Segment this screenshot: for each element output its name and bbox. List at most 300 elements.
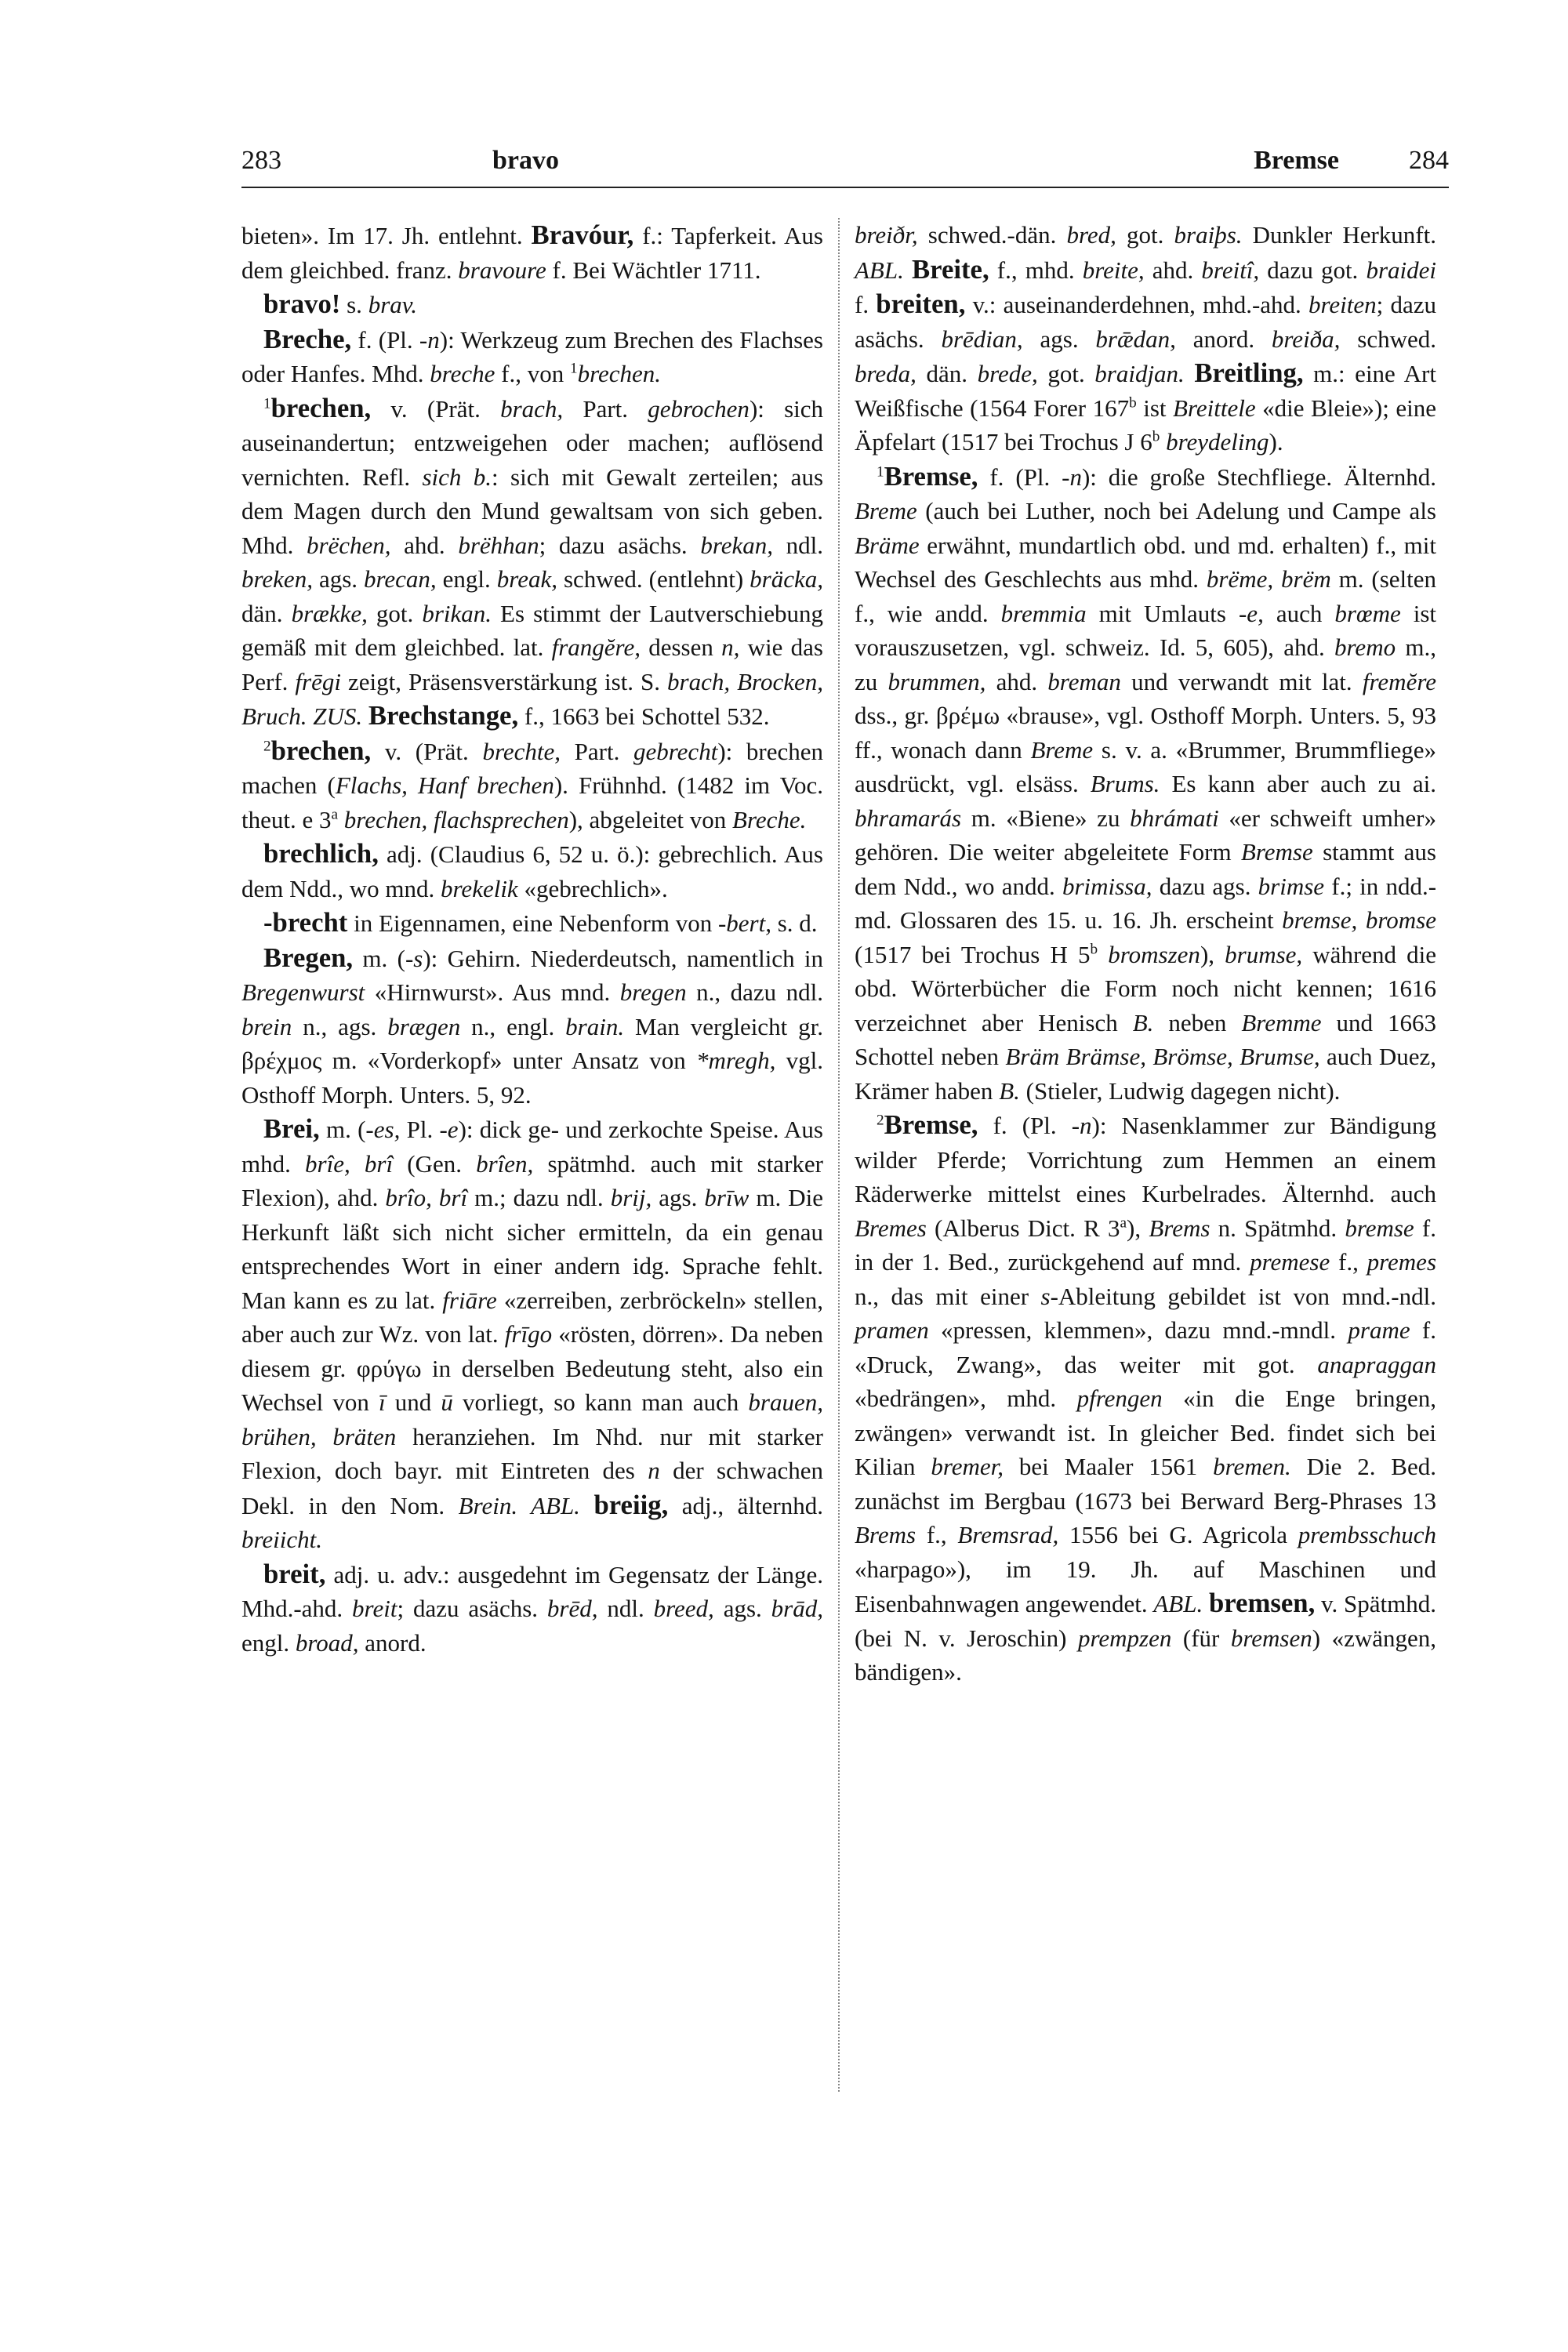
- italic-form: brœme: [1334, 599, 1401, 627]
- entry-text: Es stimmt der Lautverschiebung gemäß mit dem gleichbed. lat.: [241, 599, 823, 661]
- italic-form: bremen.: [1213, 1453, 1291, 1480]
- entry-text: und verwandt mit lat.: [1120, 667, 1363, 695]
- italic-form: brechen.: [577, 360, 662, 387]
- entry-text: got.: [1037, 360, 1095, 387]
- entry-text: [1203, 1590, 1209, 1617]
- entry-text: n., das mit einer: [855, 1282, 1041, 1310]
- italic-form: brēdian,: [941, 325, 1023, 353]
- entry-text: m.: eine Art Weißfische (1564 Forer 167: [855, 360, 1436, 422]
- left-running-headword: bravo: [492, 146, 559, 175]
- italic-form: braidei: [1366, 256, 1436, 284]
- italic-form: Bremes: [855, 1214, 927, 1242]
- entry-text: der schwachen Dekl. in den Nom.: [241, 1457, 824, 1519]
- entry-text: n., ags.: [292, 1012, 388, 1040]
- entry-text: f., von: [495, 360, 570, 387]
- italic-form: -e: [439, 1116, 459, 1143]
- italic-form: -es,: [365, 1116, 401, 1143]
- entry-text: Part.: [563, 394, 648, 423]
- entry-text: s.: [340, 291, 368, 318]
- entry-text: -Ableitung gebildet ist von mnd.-ndl.: [1050, 1282, 1436, 1310]
- entry-text: f., 1663 bei Schottel 532.: [518, 702, 770, 730]
- entry-text: mit Umlauts: [1086, 599, 1239, 627]
- headword: bremsen,: [1208, 1588, 1316, 1618]
- entry-text: f. in der 1. Bed., zurückgehend auf mnd.: [855, 1214, 1437, 1276]
- headword: Bregen,: [263, 942, 354, 973]
- italic-form: brikan.: [422, 599, 492, 627]
- entry-text: ndl.: [597, 1595, 654, 1622]
- italic-form: broad,: [295, 1628, 359, 1657]
- italic-form: prempzen: [1077, 1624, 1172, 1652]
- italic-form: gebrecht: [633, 737, 718, 765]
- entry-text: ) «zwängen, bändigen».: [855, 1624, 1436, 1686]
- italic-form: n: [648, 1457, 660, 1484]
- entry-text: v. (Prät.: [371, 394, 501, 423]
- entry-text: [338, 806, 344, 833]
- entry-text: bei Maaler 1561: [1004, 1453, 1214, 1480]
- entry-text: n., dazu ndl.: [686, 978, 823, 1006]
- italic-form: brîen,: [476, 1149, 534, 1178]
- entry-text: «in die Enge bringen, zwängen» verwandt ist. In gleicher Bed. findet sich bei Kilian: [855, 1385, 1436, 1480]
- italic-form: brīw: [704, 1184, 750, 1211]
- entry-text: «zerreiben, zerbröckeln» stellen, aber auch zur Wz. von lat.: [241, 1286, 823, 1348]
- headword: Brei,: [263, 1113, 320, 1144]
- headword: Breite,: [912, 253, 989, 285]
- headword: breiig,: [593, 1489, 669, 1520]
- entry-text: ahd.: [390, 531, 459, 559]
- entry-text: f. (Pl.: [978, 1112, 1072, 1139]
- entry-text: «Hirnwurst». Aus mnd.: [365, 978, 620, 1006]
- entry-text: (Alberus Dict. R 3: [926, 1214, 1120, 1242]
- italic-form: gebrochen: [648, 394, 750, 423]
- entry-text: heranziehen. Im Nhd. nur mit starker Flexion, doch bayr. mit Eintreten des: [241, 1422, 824, 1484]
- italic-form: brach, Brocken, Bruch. ZUS.: [241, 667, 823, 730]
- italic-form: brekan,: [700, 531, 773, 559]
- italic-form: brach,: [500, 394, 564, 423]
- headword: Bremse,: [884, 460, 978, 492]
- entry-text: ), abgeleitet von: [568, 805, 733, 833]
- entry-text: «er schweift umher» gehören. Die weiter abgeleitete Form: [855, 804, 1436, 866]
- italic-form: brauen, brühen, bräten: [241, 1388, 823, 1450]
- entry-text: adj. (Claudius 6, 52 u. ö.): gebrechlich. Aus dem Ndd., wo mnd.: [241, 840, 823, 902]
- italic-form: Brein. ABL.: [458, 1491, 580, 1519]
- italic-form: breite,: [1082, 256, 1145, 284]
- entry-text: [362, 702, 368, 730]
- italic-form: bremmia: [1000, 599, 1087, 627]
- entry-text: m., zu: [855, 633, 1436, 695]
- entry-text: f. (Pl.: [351, 325, 419, 354]
- entry-text: [1185, 360, 1195, 387]
- entry-text: Pl.: [400, 1116, 440, 1143]
- entry-text: ahd.: [1144, 256, 1202, 284]
- entry-text: ; dazu asächs.: [855, 291, 1436, 353]
- entry-text: bieten». Im 17. Jh. entlehnt.: [241, 222, 532, 249]
- entry-text: ): sich auseinandertun; entzweigehen oder machen; auflösend vernichten. Refl.: [241, 394, 824, 491]
- italic-form: breche: [430, 360, 495, 387]
- italic-form: breiða,: [1271, 325, 1341, 353]
- entry-text: ),: [1200, 940, 1225, 968]
- entry-text: m. (selten f., wie andd.: [855, 565, 1436, 627]
- entry-text: «harpago»), im 19. Jh. auf Maschinen und Eisenbahnwagen angewendet.: [855, 1555, 1436, 1617]
- entry-text: auch: [1263, 599, 1335, 627]
- italic-form: Bregenwurst: [241, 978, 365, 1006]
- superscript: b: [1129, 394, 1137, 412]
- entry-text: Man vergleicht gr. βρέχμος m. «Vorderkopf» unter Ansatz von: [241, 1012, 823, 1074]
- entry-text: neben: [1153, 1008, 1242, 1036]
- entry-text: v. Spätmhd. (bei N. v. Jeroschin): [855, 1590, 1437, 1652]
- italic-form: Bräme: [855, 531, 920, 559]
- entry-text: got.: [367, 599, 423, 627]
- italic-form: Bremse: [1240, 838, 1313, 866]
- entry-text: «pressen, klemmen», dazu mnd.-mndl.: [928, 1316, 1348, 1344]
- entry-text: [1273, 565, 1281, 593]
- italic-form: anapraggan: [1317, 1350, 1436, 1378]
- italic-form: brede,: [977, 360, 1038, 387]
- italic-form: premese: [1250, 1248, 1330, 1276]
- entry-text: ist vorauszusetzen, vgl. schweiz. Id. 5, 605), ahd.: [855, 599, 1436, 661]
- entry-text: (Gen.: [393, 1149, 477, 1178]
- headword: brechen,: [270, 392, 372, 423]
- entry-text: f.; in ndd.-md. Glossaren des 15. u. 16. Jh. erscheint: [855, 872, 1437, 934]
- italic-form: brumse,: [1225, 940, 1303, 968]
- entry-text: auch Duez, Krämer haben: [855, 1043, 1436, 1105]
- entry-text: dazu got.: [1259, 256, 1367, 284]
- entry-text: m.; dazu ndl.: [467, 1184, 611, 1211]
- entry-text: [904, 256, 912, 284]
- italic-form: brîo, brî: [385, 1184, 468, 1211]
- italic-form: brain.: [565, 1012, 625, 1040]
- italic-form: breken,: [241, 565, 313, 593]
- entry-text: adj. u. adv.: ausgedehnt im Gegensatz der Länge. Mhd.-ahd.: [241, 1560, 823, 1622]
- entry-text: in Eigennamen, eine Nebenform von: [347, 909, 718, 937]
- entry-text: ).: [1269, 428, 1283, 456]
- entry-text: schwed.-dän.: [917, 221, 1067, 249]
- italic-form: bremse, bromse: [1282, 906, 1436, 934]
- italic-form: -bert,: [717, 909, 771, 937]
- headword: Bravóur,: [531, 220, 634, 250]
- headword: bravo!: [263, 289, 341, 319]
- headword: Breitling,: [1194, 358, 1304, 388]
- entry-text: spätmhd. auch mit starker Flexion), ahd.: [241, 1149, 823, 1211]
- entry-text: «rösten, dörren». Da neben diesem gr. φρύγω in derselben Bedeutung steht, also ein Wechsel von: [241, 1320, 823, 1416]
- italic-form: breman: [1047, 667, 1121, 695]
- entry-text: und: [385, 1388, 441, 1416]
- italic-form: braiþs.: [1174, 221, 1243, 249]
- italic-form: brëhhan: [458, 531, 539, 559]
- entry-text: n., engl.: [460, 1012, 566, 1040]
- italic-form: breitî,: [1201, 256, 1260, 284]
- italic-form: brād,: [771, 1595, 823, 1622]
- italic-form: break,: [496, 565, 557, 593]
- entry-text: Part.: [561, 737, 633, 765]
- italic-form: n,: [721, 633, 740, 661]
- italic-form: bravoure: [458, 256, 546, 284]
- superscript: a: [331, 806, 339, 823]
- italic-form: B.: [1132, 1008, 1154, 1036]
- entry-text: stammt aus dem Ndd., wo andd.: [855, 838, 1436, 900]
- italic-form: brij,: [610, 1184, 652, 1211]
- entry-text: [580, 1492, 594, 1519]
- entry-text: (für: [1171, 1624, 1231, 1652]
- right-page-number: 284: [1409, 146, 1449, 175]
- italic-form: brëm: [1281, 565, 1331, 593]
- entry-text: f.: Tapferkeit. Aus dem gleichbed. franz.: [241, 222, 823, 284]
- entry-text: «gebrechlich».: [517, 874, 668, 902]
- dictionary-entry: [855, 459, 1436, 1109]
- dictionary-entry: [241, 391, 823, 734]
- left-page-number: 283: [241, 146, 281, 175]
- italic-form: breiten: [1308, 291, 1377, 318]
- italic-form: Bremsrad,: [957, 1521, 1059, 1548]
- italic-form: Bremme: [1241, 1008, 1322, 1036]
- entry-text: f. «Druck, Zwang», das weiter mit got.: [855, 1316, 1436, 1378]
- entry-text: engl.: [436, 565, 497, 593]
- dictionary-entry: [855, 1108, 1436, 1690]
- entry-text: «bedrängen», mhd.: [855, 1385, 1077, 1412]
- italic-form: bred,: [1066, 221, 1116, 249]
- entry-text: f.: [855, 291, 877, 318]
- entry-text: m. Die Herkunft läßt sich nicht sicher ermitteln, da ein genau entsprechendes Wort in einer andern idg. Sprache fehlt. Man kann es zu lat.: [241, 1184, 824, 1314]
- superscript: 1: [569, 360, 578, 377]
- entry-text: adj., älternhd.: [668, 1491, 823, 1519]
- italic-form: -n: [419, 325, 440, 354]
- italic-form: prembsschuch: [1298, 1521, 1436, 1548]
- entry-text: s. d.: [771, 909, 818, 937]
- right-column: [855, 218, 1436, 1690]
- entry-text: ): Nasenklammer zur Bändigung wilder Pferde; Vorrichtung zum Hemmen an einem Räderwerke mittelst eines Kurbelrades. Älternhd. auch: [855, 1112, 1436, 1207]
- entry-text: ags.: [652, 1184, 705, 1211]
- entry-text: m. «Biene» zu: [961, 804, 1131, 832]
- headword: Brechstange,: [368, 700, 519, 731]
- italic-form: bhramarás: [855, 804, 962, 832]
- headword: -brecht: [263, 907, 348, 938]
- dictionary-entry: [241, 287, 823, 322]
- italic-form: Breche.: [732, 805, 807, 833]
- superscript: b: [1090, 941, 1098, 958]
- entry-text: anord.: [1175, 325, 1272, 353]
- italic-form: bhrámati: [1130, 804, 1219, 832]
- superscript: a: [1120, 1214, 1127, 1232]
- entry-text: f., mhd.: [989, 256, 1083, 284]
- italic-form: premes: [1367, 1248, 1437, 1276]
- italic-form: bregen: [619, 978, 687, 1006]
- italic-form: breit: [352, 1595, 397, 1622]
- entry-text: got.: [1116, 221, 1174, 249]
- entry-text: f.,: [916, 1521, 958, 1548]
- italic-form: ABL.: [855, 256, 904, 284]
- entry-text: ags.: [713, 1595, 771, 1622]
- entry-text: s. v. a. «Brummer, Brummfliege» ausdrückt, vgl. elsäss.: [855, 735, 1436, 797]
- italic-form: s: [1040, 1282, 1051, 1310]
- entry-text: während die obd. Wörterbücher die Form noch nicht kennen; 1616 verzeichnet aber Henisch: [855, 940, 1437, 1036]
- entry-text: ): Werkzeug zum Brechen des Flachses oder Hanfes. Mhd.: [241, 325, 823, 387]
- superscript: 2: [263, 738, 271, 755]
- italic-form: brægen: [387, 1012, 461, 1040]
- entry-text: dessen: [640, 633, 722, 661]
- italic-form: bremer,: [931, 1453, 1004, 1480]
- italic-form: brav.: [368, 291, 417, 318]
- italic-form: brein: [241, 1012, 292, 1040]
- entry-text: v. (Prät.: [371, 737, 483, 765]
- italic-form: brummen,: [887, 667, 986, 695]
- entry-text: ): die große Stechfliege. Älternhd.: [1081, 463, 1436, 491]
- entry-text: wie das Perf.: [241, 633, 823, 695]
- headword: Breche,: [263, 323, 352, 354]
- italic-form: brechte,: [482, 737, 561, 765]
- entry-text: schwed.: [1340, 325, 1436, 353]
- dictionary-entry: [241, 1112, 823, 1557]
- italic-form: breiicht.: [241, 1526, 323, 1553]
- italic-form: pramen: [855, 1316, 929, 1344]
- entry-text: Dunkler Herkunft.: [1242, 221, 1436, 249]
- entry-text: : sich mit Gewalt zerteilen; aus dem Magen durch den Mund gewaltsam von sich geben. Mhd.: [241, 463, 824, 559]
- italic-form: brimse: [1258, 872, 1325, 900]
- entry-text: (auch bei Luther, noch bei Adelung und Campe als: [916, 497, 1436, 524]
- continued-entry: [855, 218, 1436, 459]
- italic-form: brekelik: [441, 874, 518, 902]
- entry-text: dazu ags.: [1152, 872, 1258, 900]
- header-rule: [241, 187, 1449, 188]
- headword: Bremse,: [884, 1109, 978, 1140]
- entry-text: und 1663 Schottel neben: [855, 1008, 1436, 1070]
- italic-form: sich b.: [422, 463, 492, 491]
- italic-form: fremĕre: [1362, 667, 1436, 695]
- entry-text: zeigt, Präsensverstärkung ist. S.: [340, 667, 668, 695]
- dictionary-entry: [241, 1557, 823, 1661]
- dictionary-entry: [241, 837, 823, 906]
- entry-text: erwähnt, mundartlich obd. und md. erhalten) f., mit Wechsel des Geschlechts aus mhd.: [855, 531, 1436, 593]
- italic-form: brëchen,: [306, 531, 391, 559]
- running-header: [241, 146, 1449, 185]
- italic-form: Bräm Brämse, Brömse, Brumse,: [1005, 1043, 1320, 1070]
- italic-form: brǣdan,: [1095, 325, 1176, 353]
- italic-form: braidjan.: [1094, 360, 1185, 387]
- entry-text: ags.: [1022, 325, 1096, 353]
- entry-text: schwed. (entlehnt): [557, 565, 750, 593]
- entry-text: v.: auseinanderdehnen, mhd.-ahd.: [965, 291, 1308, 318]
- italic-form: friāre: [442, 1286, 497, 1314]
- italic-form: bräcka,: [750, 565, 823, 593]
- italic-form: -n: [1062, 463, 1082, 491]
- headword: brechen,: [270, 735, 372, 766]
- italic-form: -e,: [1238, 599, 1264, 627]
- entry-text: ; dazu asächs.: [397, 1595, 547, 1622]
- superscript: 1: [877, 463, 884, 481]
- italic-form: bremse: [1345, 1214, 1414, 1242]
- italic-form: Breittele: [1173, 394, 1256, 422]
- italic-form: -s: [405, 944, 423, 972]
- dictionary-entry: [241, 734, 823, 837]
- entry-text: ags.: [312, 565, 364, 593]
- italic-form: Brums.: [1090, 770, 1160, 797]
- italic-form: brecan,: [364, 565, 437, 593]
- entry-text: dän.: [241, 599, 292, 627]
- entry-text: Es kann aber auch zu ai.: [1160, 770, 1436, 797]
- entry-text: ). Frühnhd. (1482 im Voc. theut. e 3: [241, 771, 823, 833]
- entry-text: ): brechen machen (: [241, 737, 824, 799]
- entry-text: ahd.: [985, 667, 1048, 695]
- italic-form: pfrengen: [1076, 1385, 1163, 1412]
- italic-form: bremsen: [1230, 1624, 1312, 1652]
- headword: brechlich,: [263, 838, 379, 869]
- italic-form: breda,: [855, 360, 916, 387]
- entry-text: m. (: [319, 1116, 366, 1143]
- italic-form: prame: [1348, 1316, 1410, 1344]
- italic-form: breiðr,: [855, 221, 918, 249]
- entry-text: ndl.: [773, 531, 823, 559]
- italic-form: breydeling: [1166, 428, 1269, 456]
- italic-form: -n: [1071, 1112, 1092, 1139]
- italic-form: ī: [378, 1388, 386, 1416]
- italic-form: bromszen: [1108, 940, 1200, 968]
- italic-form: brimissa,: [1062, 872, 1152, 900]
- italic-form: breed,: [653, 1595, 714, 1622]
- entry-text: ): Gehirn. Niederdeutsch, namentlich in: [423, 944, 823, 972]
- entry-text: engl.: [241, 1628, 296, 1657]
- entry-text: 1556 bei G. Agricola: [1058, 1521, 1298, 1548]
- entry-text: n. Spätmhd.: [1210, 1214, 1345, 1242]
- entry-text: [1160, 428, 1166, 456]
- entry-text: «die Bleie»); eine Äpfelart (1517 bei Trochus J 6: [855, 394, 1436, 456]
- left-column: [241, 218, 823, 1660]
- entry-text: f. (Pl.: [978, 463, 1062, 491]
- italic-form: ū: [441, 1388, 453, 1416]
- italic-form: brëme,: [1206, 565, 1274, 593]
- italic-form: frīgo: [504, 1320, 553, 1348]
- dictionary-entry: [241, 322, 823, 391]
- entry-text: ist: [1136, 394, 1174, 422]
- entry-text: anord.: [358, 1628, 426, 1657]
- italic-form: ABL.: [1153, 1590, 1203, 1617]
- entry-text: dss., gr. βρέμω «brause», vgl. Osthoff Morph. Unters. 5, 93 ff., wonach dann: [855, 702, 1436, 764]
- italic-form: brække,: [291, 599, 368, 627]
- column-divider: [838, 218, 840, 2092]
- headword: breit,: [263, 1558, 326, 1589]
- entry-text: m. (: [353, 944, 405, 972]
- entry-text: (1517 bei Trochus H 5: [855, 940, 1091, 968]
- italic-form: Flachs, Hanf brechen: [335, 771, 554, 799]
- italic-form: Breme: [1030, 735, 1094, 764]
- right-running-headword: Bremse: [1254, 146, 1339, 175]
- entry-text: ; dazu asächs.: [539, 531, 701, 559]
- italic-form: Breme: [855, 497, 917, 524]
- italic-form: B.: [999, 1076, 1020, 1105]
- entry-text: vgl. Osthoff Morph. Unters. 5, 92.: [241, 1047, 823, 1109]
- continued-entry: [241, 218, 823, 287]
- entry-text: Die 2. Bed. zunächst im Bergbau (1673 bei Berward Berg-Phrases 13: [855, 1453, 1436, 1515]
- entry-text: [1098, 941, 1108, 968]
- italic-form: bremo: [1334, 633, 1396, 661]
- entry-text: ),: [1127, 1214, 1149, 1242]
- headword: breiten,: [876, 289, 966, 319]
- italic-form: Brems: [1149, 1214, 1210, 1242]
- italic-form: frēgi: [295, 667, 341, 695]
- dictionary-entry: [241, 906, 823, 941]
- dictionary-entry: [241, 941, 823, 1112]
- superscript: 2: [877, 1112, 884, 1129]
- superscript: 1: [263, 395, 271, 412]
- italic-form: Brems: [855, 1521, 916, 1548]
- entry-text: dän.: [916, 360, 978, 387]
- entry-text: (Stieler, Ludwig dagegen nicht).: [1019, 1076, 1341, 1105]
- entry-text: ): dick ge- und zerkochte Speise. Aus mhd.: [241, 1116, 823, 1178]
- entry-text: f. Bei Wächtler 1711.: [546, 256, 761, 284]
- italic-form: brēd,: [546, 1595, 598, 1622]
- entry-text: f.,: [1330, 1248, 1367, 1276]
- italic-form: frangĕre,: [551, 633, 641, 661]
- italic-form: *mregh,: [696, 1047, 776, 1074]
- superscript: b: [1152, 428, 1160, 445]
- italic-form: brîe, brî: [305, 1149, 394, 1178]
